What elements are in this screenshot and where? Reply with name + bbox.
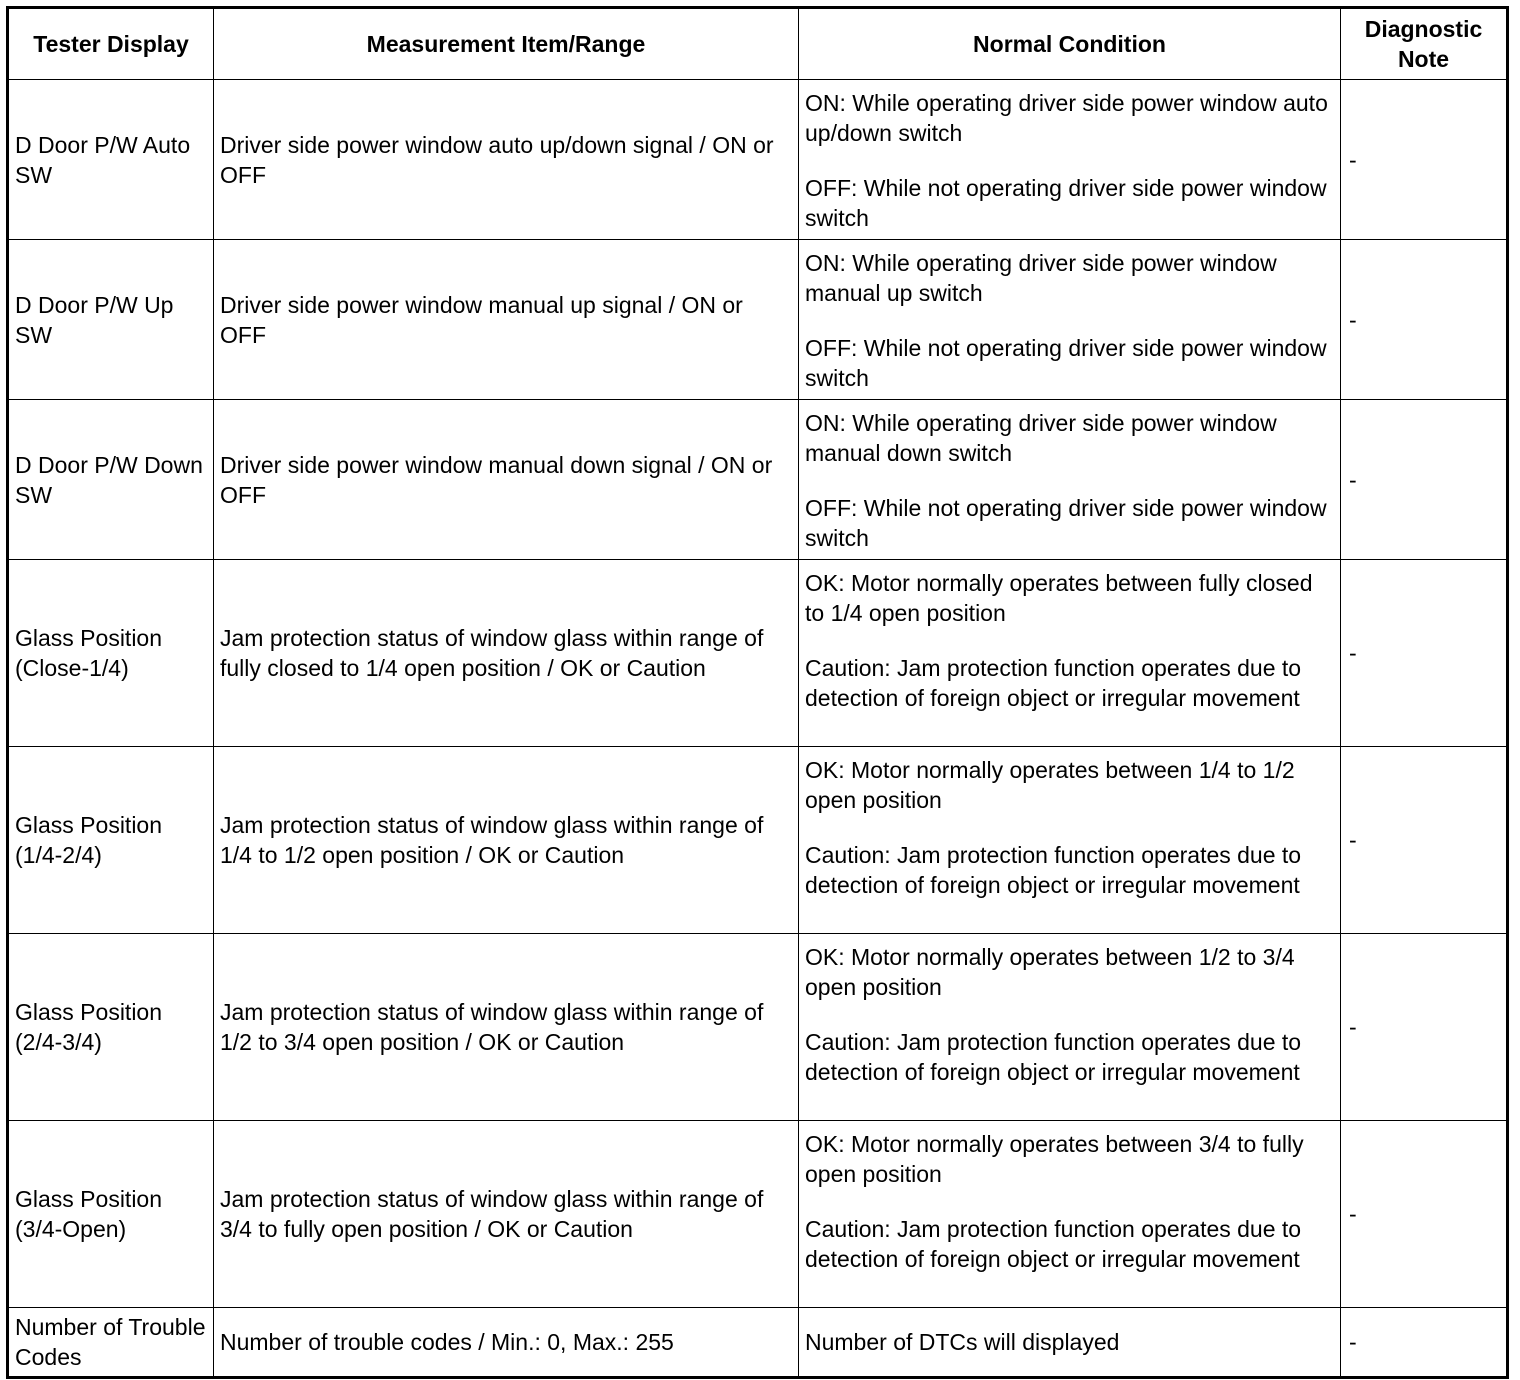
- diagnostic-note-cell: -: [1341, 80, 1508, 240]
- measurement-cell: Jam protection status of window glass within range of 3/4 to fully open position / OK or Caution: [214, 1121, 799, 1308]
- diagnostic-note-cell: -: [1341, 934, 1508, 1121]
- condition-ok-text: OK: Motor normally operates between 1/2 to 3/4 open position: [805, 944, 1295, 1000]
- table-row: [8, 934, 1508, 1121]
- normal-condition-cell: [799, 934, 1341, 1121]
- header-normal-condition: Normal Condition: [799, 8, 1341, 80]
- table-header-row: [8, 8, 1508, 80]
- measurement-cell: Jam protection status of window glass within range of 1/4 to 1/2 open position / OK or Caution: [214, 747, 799, 934]
- measurement-cell: Jam protection status of window glass within range of fully closed to 1/4 open position / OK or Caution: [214, 560, 799, 747]
- table-row: [8, 1121, 1508, 1308]
- tester-display-cell: Glass Position (2/4-3/4): [8, 934, 214, 1121]
- diagnostic-data-table: [6, 6, 1509, 1379]
- header-measurement: Measurement Item/Range: [214, 8, 799, 80]
- condition-caution-text: Caution: Jam protection function operates due to detection of foreign object or irregular movement: [805, 1029, 1302, 1085]
- data-table-container: [6, 6, 1506, 1372]
- tester-display-cell: D Door P/W Up SW: [8, 240, 214, 400]
- table-row: [8, 240, 1508, 400]
- tester-display-cell: Glass Position (1/4-2/4): [8, 747, 214, 934]
- normal-condition-cell: [799, 240, 1341, 400]
- condition-off-text: OFF: While not operating driver side power window switch: [805, 335, 1327, 391]
- condition-caution-text: Caution: Jam protection function operates due to detection of foreign object or irregular movement: [805, 655, 1302, 711]
- condition-ok-text: OK: Motor normally operates between fully closed to 1/4 open position: [805, 570, 1313, 626]
- tester-display-cell: D Door P/W Down SW: [8, 400, 214, 560]
- header-tester-display: Tester Display: [8, 8, 214, 80]
- diagnostic-note-cell: -: [1341, 240, 1508, 400]
- normal-condition-cell: [799, 747, 1341, 934]
- diagnostic-note-cell: -: [1341, 1121, 1508, 1308]
- diagnostic-note-cell: -: [1341, 560, 1508, 747]
- measurement-cell: Driver side power window manual up signal / ON or OFF: [214, 240, 799, 400]
- condition-off-text: OFF: While not operating driver side power window switch: [805, 495, 1327, 551]
- normal-condition-cell: [799, 400, 1341, 560]
- normal-condition-cell: Number of DTCs will displayed: [799, 1308, 1341, 1378]
- diagnostic-note-cell: -: [1341, 1308, 1508, 1378]
- normal-condition-cell: [799, 560, 1341, 747]
- measurement-cell: Number of trouble codes / Min.: 0, Max.: 255: [214, 1308, 799, 1378]
- table-row: [8, 560, 1508, 747]
- condition-caution-text: Caution: Jam protection function operates due to detection of foreign object or irregular movement: [805, 842, 1302, 898]
- condition-on-text: ON: While operating driver side power window manual up switch: [805, 250, 1277, 306]
- condition-off-text: OFF: While not operating driver side power window switch: [805, 175, 1327, 231]
- table-row: [8, 1308, 1508, 1378]
- condition-ok-text: OK: Motor normally operates between 3/4 to fully open position: [805, 1131, 1304, 1187]
- condition-caution-text: Caution: Jam protection function operates due to detection of foreign object or irregular movement: [805, 1216, 1302, 1272]
- table-row: [8, 400, 1508, 560]
- normal-condition-cell: [799, 1121, 1341, 1308]
- measurement-cell: Driver side power window auto up/down signal / ON or OFF: [214, 80, 799, 240]
- diagnostic-note-cell: -: [1341, 400, 1508, 560]
- measurement-cell: Jam protection status of window glass within range of 1/2 to 3/4 open position / OK or Caution: [214, 934, 799, 1121]
- condition-on-text: ON: While operating driver side power window manual down switch: [805, 410, 1277, 466]
- tester-display-cell: D Door P/W Auto SW: [8, 80, 214, 240]
- tester-display-cell: Number of Trouble Codes: [8, 1308, 214, 1378]
- header-diagnostic-note: Diagnostic Note: [1341, 8, 1508, 80]
- measurement-cell: Driver side power window manual down signal / ON or OFF: [214, 400, 799, 560]
- diagnostic-note-cell: -: [1341, 747, 1508, 934]
- condition-ok-text: OK: Motor normally operates between 1/4 to 1/2 open position: [805, 757, 1295, 813]
- condition-on-text: ON: While operating driver side power window auto up/down switch: [805, 90, 1328, 146]
- table-row: [8, 80, 1508, 240]
- table-row: [8, 747, 1508, 934]
- tester-display-cell: Glass Position (3/4-Open): [8, 1121, 214, 1308]
- normal-condition-cell: [799, 80, 1341, 240]
- tester-display-cell: Glass Position (Close-1/4): [8, 560, 214, 747]
